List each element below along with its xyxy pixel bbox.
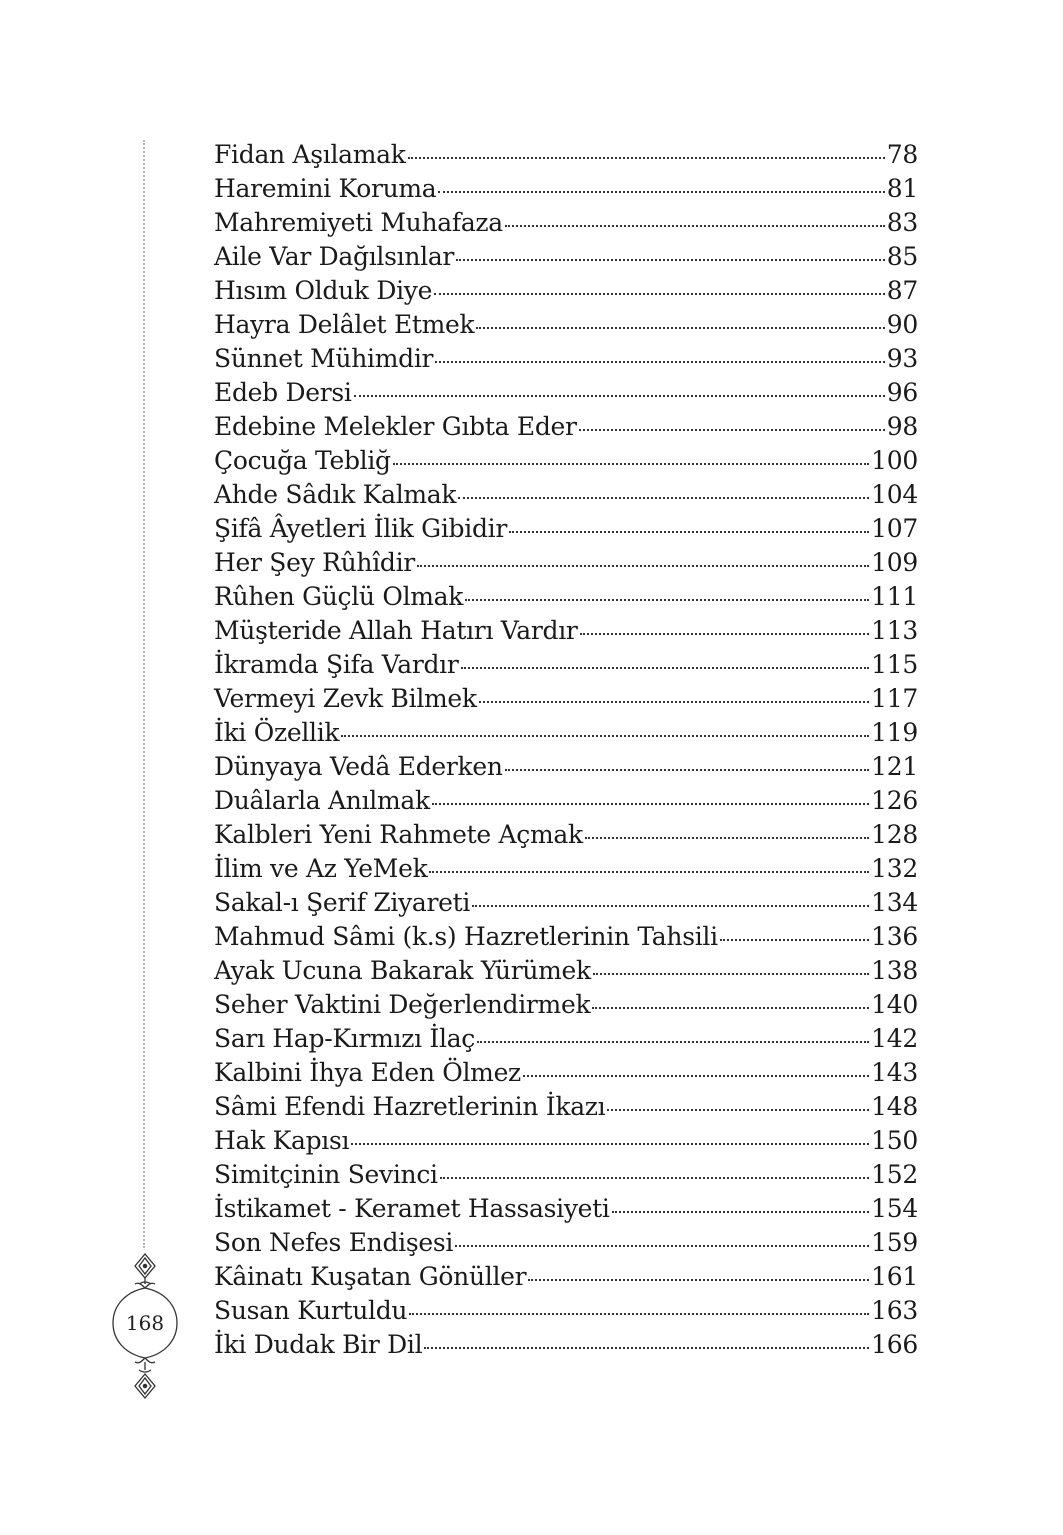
- toc-entry: [214, 376, 918, 410]
- toc-entry: [214, 1124, 918, 1158]
- toc-entry: [214, 1192, 918, 1226]
- toc-entry-page: 154: [871, 1194, 918, 1223]
- toc-entry-title: Rûhen Güçlü Olmak: [214, 582, 464, 611]
- toc-entry-page: 143: [871, 1058, 918, 1087]
- toc-entry: [214, 308, 918, 342]
- toc-entry-title: Mahremiyeti Muhafaza: [214, 208, 503, 237]
- toc-dot-leader: [592, 1007, 869, 1009]
- toc-entry: [214, 1022, 918, 1056]
- toc-entry-page: 142: [871, 1024, 918, 1053]
- toc-entry-title: Hayra Delâlet Etmek: [214, 310, 475, 339]
- toc-entry-page: 152: [871, 1160, 918, 1189]
- toc-dot-leader: [456, 259, 885, 261]
- toc-entry: [214, 614, 918, 648]
- toc-entry: [214, 920, 918, 954]
- toc-dot-leader: [477, 1041, 869, 1043]
- toc-entry: [214, 852, 918, 886]
- toc-dot-leader: [354, 395, 885, 397]
- toc-entry: [214, 138, 918, 172]
- toc-entry-title: Dünyaya Vedâ Ederken: [214, 752, 503, 781]
- toc-entry-page: 93: [886, 344, 918, 373]
- toc-entry-page: 161: [871, 1262, 918, 1291]
- toc-entry: [214, 818, 918, 852]
- toc-entry-title: Vermeyi Zevk Bilmek: [214, 684, 477, 713]
- toc-entry-page: 115: [871, 650, 918, 679]
- toc-dot-leader: [409, 1313, 869, 1315]
- toc-dot-leader: [455, 1245, 869, 1247]
- toc-entry: [214, 172, 918, 206]
- toc-entry-page: 85: [886, 242, 918, 271]
- toc-dot-leader: [509, 531, 869, 533]
- toc-entry: [214, 1260, 918, 1294]
- toc-entry-page: 140: [871, 990, 918, 1019]
- toc-dot-leader: [607, 1109, 869, 1111]
- toc-entry-title: Susan Kurtuldu: [214, 1296, 408, 1325]
- toc-entry: [214, 648, 918, 682]
- toc-entry-title: Aile Var Dağılsınlar: [214, 242, 455, 271]
- toc-entry: [214, 716, 918, 750]
- toc-entry-title: Müşteride Allah Hatırı Vardır: [214, 616, 578, 645]
- toc-dot-leader: [351, 1143, 869, 1145]
- toc-dot-leader: [438, 191, 884, 193]
- page-number: 168: [125, 1311, 165, 1335]
- toc-entry-page: 100: [871, 446, 918, 475]
- toc-entry-title: Duâlarla Anılmak: [214, 786, 430, 815]
- toc-entry-page: 119: [871, 718, 918, 747]
- toc-entry: [214, 1226, 918, 1260]
- toc-entry-page: 166: [871, 1330, 918, 1359]
- toc-entry-title: Hısım Olduk Diye: [214, 276, 433, 305]
- toc-dot-leader: [472, 905, 869, 907]
- toc-entry-title: Edeb Dersi: [214, 378, 352, 407]
- toc-entry-page: 132: [871, 854, 918, 883]
- toc-dot-leader: [432, 803, 869, 805]
- toc-entry-page: 150: [871, 1126, 918, 1155]
- toc-entry: [214, 988, 918, 1022]
- toc-entry-page: 128: [871, 820, 918, 849]
- toc-entry: [214, 886, 918, 920]
- toc-entry-title: Sakal-ı Şerif Ziyareti: [214, 888, 471, 917]
- toc-dot-leader: [523, 1075, 869, 1077]
- toc-entry-page: 104: [871, 480, 918, 509]
- toc-entry: [214, 954, 918, 988]
- toc-entry-title: İkramda Şifa Vardır: [214, 650, 459, 679]
- toc-entry: [214, 1294, 918, 1328]
- toc-entry-title: Sarı Hap-Kırmızı İlaç: [214, 1024, 475, 1053]
- toc-entry: [214, 546, 918, 580]
- toc-entry-page: 134: [871, 888, 918, 917]
- toc-entry-title: Son Nefes Endişesi: [214, 1228, 454, 1257]
- toc-dot-leader: [528, 1279, 869, 1281]
- toc-dot-leader: [424, 1347, 869, 1349]
- toc-entry-title: İki Özellik: [214, 718, 340, 747]
- toc-entry-title: Hak Kapısı: [214, 1126, 350, 1155]
- toc-entry-page: 117: [871, 684, 918, 713]
- toc-entry: [214, 274, 918, 308]
- toc-entry-title: İlim ve Az YeMek: [214, 854, 428, 883]
- toc-entry-page: 87: [886, 276, 918, 305]
- toc-dot-leader: [505, 225, 885, 227]
- toc-entry-title: Sünnet Mühimdir: [214, 344, 434, 373]
- toc-dot-leader: [429, 871, 869, 873]
- toc-entry-page: 148: [871, 1092, 918, 1121]
- toc-dot-leader: [458, 497, 869, 499]
- toc-entry: [214, 784, 918, 818]
- toc-entry-title: Seher Vaktini Değerlendirmek: [214, 990, 591, 1019]
- toc-entry-page: 81: [886, 174, 918, 203]
- toc-entry-title: Kalbini İhya Eden Ölmez: [214, 1058, 521, 1087]
- toc-dot-leader: [408, 157, 885, 159]
- toc-entry-title: Şifâ Âyetleri İlik Gibidir: [214, 514, 507, 543]
- toc-entry-page: 113: [871, 616, 918, 645]
- toc-entry-page: 126: [871, 786, 918, 815]
- toc-entry-title: Haremini Koruma: [214, 174, 437, 203]
- toc-dot-leader: [341, 735, 869, 737]
- toc-entry-page: 163: [871, 1296, 918, 1325]
- toc-entry-title: Her Şey Rûhîdir: [214, 548, 415, 577]
- toc-entry-title: Simitçinin Sevinci: [214, 1160, 438, 1189]
- toc-entry: [214, 1090, 918, 1124]
- toc-entry-page: 109: [871, 548, 918, 577]
- toc-entry: [214, 750, 918, 784]
- toc-dot-leader: [476, 327, 884, 329]
- toc-entry-page: 107: [871, 514, 918, 543]
- toc-entry: [214, 1158, 918, 1192]
- toc-entry: [214, 206, 918, 240]
- toc-entry-title: Çocuğa Tebliğ: [214, 446, 391, 475]
- toc-dot-leader: [505, 769, 869, 771]
- toc-dot-leader: [440, 1177, 869, 1179]
- toc-dot-leader: [393, 463, 869, 465]
- toc-entry: [214, 342, 918, 376]
- toc-dot-leader: [465, 599, 869, 601]
- toc-entry: [214, 1328, 918, 1362]
- margin-dotted-rule: [143, 140, 145, 1248]
- toc-entry-page: 78: [886, 140, 918, 169]
- toc-dot-leader: [579, 429, 885, 431]
- toc-entry-title: Kalbleri Yeni Rahmete Açmak: [214, 820, 583, 849]
- toc-entry-page: 98: [886, 412, 918, 441]
- toc-dot-leader: [434, 293, 885, 295]
- toc-entry-page: 96: [886, 378, 918, 407]
- toc-dot-leader: [593, 973, 869, 975]
- toc-entry-page: 136: [871, 922, 918, 951]
- toc-dot-leader: [585, 837, 869, 839]
- toc-entry-title: Kâinatı Kuşatan Gönüller: [214, 1262, 527, 1291]
- toc-entry-title: Mahmud Sâmi (k.s) Hazretlerinin Tahsili: [214, 922, 718, 951]
- toc-entry: [214, 512, 918, 546]
- toc-entry-page: 138: [871, 956, 918, 985]
- toc-entry-title: Fidan Aşılamak: [214, 140, 406, 169]
- toc-entry-title: İstikamet - Keramet Hassasiyeti: [214, 1194, 610, 1223]
- toc-entry: [214, 682, 918, 716]
- toc-entry-page: 111: [871, 582, 918, 611]
- toc-entry: [214, 410, 918, 444]
- toc-entry-title: Ahde Sâdık Kalmak: [214, 480, 457, 509]
- toc-dot-leader: [479, 701, 869, 703]
- toc-entry: [214, 478, 918, 512]
- toc-entry-page: 121: [871, 752, 918, 781]
- toc-entry-title: Sâmi Efendi Hazretlerinin İkazı: [214, 1092, 606, 1121]
- toc-dot-leader: [435, 361, 885, 363]
- toc-entry: [214, 580, 918, 614]
- toc-entry-page: 159: [871, 1228, 918, 1257]
- toc-dot-leader: [612, 1211, 870, 1213]
- toc-dot-leader: [417, 565, 869, 567]
- toc-entry: [214, 1056, 918, 1090]
- toc-dot-leader: [720, 939, 869, 941]
- toc-entry: [214, 240, 918, 274]
- toc-dot-leader: [461, 667, 870, 669]
- toc-entry: [214, 444, 918, 478]
- toc-entry-title: Ayak Ucuna Bakarak Yürümek: [214, 956, 591, 985]
- toc-entry-title: Edebine Melekler Gıbta Eder: [214, 412, 577, 441]
- toc-dot-leader: [580, 633, 870, 635]
- table-of-contents: [214, 138, 918, 1362]
- toc-entry-page: 83: [886, 208, 918, 237]
- toc-entry-title: İki Dudak Bir Dil: [214, 1330, 423, 1359]
- toc-entry-page: 90: [886, 310, 918, 339]
